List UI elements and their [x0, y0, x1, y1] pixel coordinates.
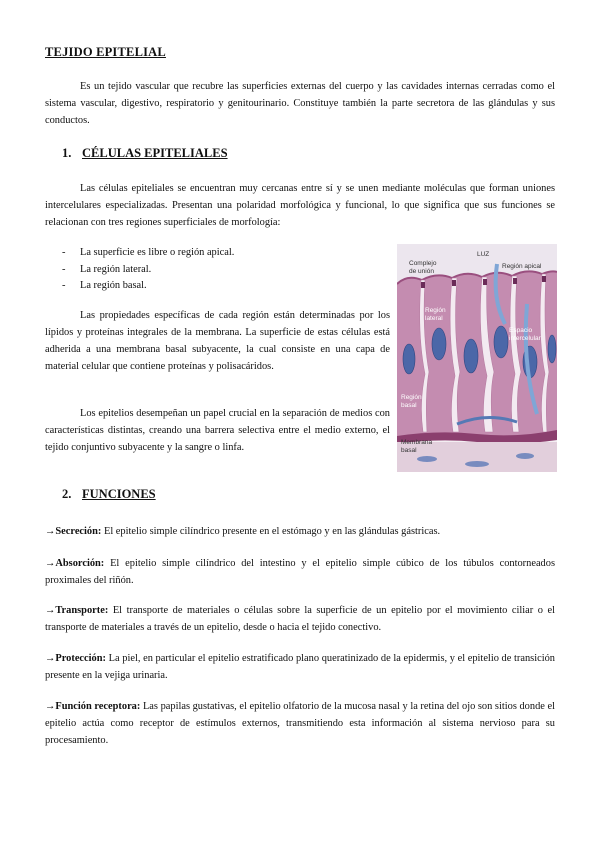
function-label: →Función receptora: [45, 701, 141, 712]
label-espacio-2: intercelular [509, 335, 541, 342]
section1-number: 1. [62, 146, 72, 160]
section2-heading-text: FUNCIONES [82, 487, 156, 501]
section2-number: 2. [62, 487, 72, 501]
function-item [45, 698, 555, 749]
section2-heading [62, 487, 156, 502]
label-lateral-2: lateral [425, 315, 443, 322]
label-membrana-2: basal [401, 447, 417, 454]
function-label: →Secreción: [45, 526, 102, 537]
function-text: El transporte de materiales o células sobre la superficie de un epitelio por el movimiento ciliar o el transporte de materiales a través de un epitelio, desde o hacia el tejido conectivo. [45, 605, 555, 633]
function-text: Las papilas gustativas, el epitelio olfatorio de la mucosa nasal y la retina del ojo son sitios donde el epitelio actúa como receptor de estímulos externos, transmitiendo esta información al sistema nervioso para su procesamiento. [45, 701, 555, 746]
function-item [45, 602, 555, 636]
function-item [45, 523, 555, 540]
label-membrana-1: Membrana [401, 439, 433, 446]
function-text: El epitelio simple cilíndrico presente en el estómago y en las glándulas gástricas. [101, 526, 441, 537]
label-apical: Región apical [502, 263, 542, 270]
section1-heading [62, 146, 228, 161]
function-item [45, 650, 555, 684]
document-title: TEJIDO EPITELIAL [45, 45, 166, 59]
section1-paragraph-3: Los epitelios desempeñan un papel crucial en la separación de medios con características distintas, creando una barrera selectiva entre el medio externo, el tejido conjuntivo subyacente y la sangre o linfa. [45, 408, 390, 453]
function-text: El epitelio simple cilíndrico del intestino y el epitelio simple cúbico de los túbulos contorneados proximales del riñón. [45, 558, 555, 586]
label-espacio-1: Espacio [509, 327, 533, 334]
list-item: - La región lateral. [60, 262, 234, 279]
function-label: →Transporte: [45, 605, 109, 616]
label-basal-2: basal [401, 402, 417, 409]
function-text: La piel, en particular el epitelio estratificado plano queratinizado de la epidermis, y el epitelio de transición presente en la vejiga urinaria. [45, 653, 555, 681]
function-label: →Absorción: [45, 558, 105, 569]
epithelial-cells-diagram [397, 244, 557, 472]
list-item: - La región basal. [60, 278, 234, 295]
intro-paragraph: Es un tejido vascular que recubre las superficies externas del cuerpo y las cavidades internas cerradas como el sistema vascular, digestivo, respiratorio y genitourinario. Constituye también la parte secretora de las glándulas y sus conductos. [45, 81, 555, 126]
label-basal-1: Región [401, 394, 422, 401]
section1-paragraph-2: Las propiedades específicas de cada región están determinadas por los lípidos y proteínas integrales de la membrana. La superficie de estas células está adherida a una membrana basal subyacente, la cual consiste en una capa de material celular que contiene proteínas y polisacáridos. [45, 310, 390, 372]
region-list [60, 245, 234, 295]
section1-heading-text: CÉLULAS EPITELIALES [82, 146, 228, 160]
label-complejo: Complejo [409, 260, 437, 267]
label-complejo-2: de unión [409, 268, 434, 275]
label-lateral-1: Región [425, 307, 446, 314]
label-luz: LUZ [477, 251, 490, 258]
section1-paragraph-1: Las células epiteliales se encuentran muy cercanas entre sí y se unen mediante moléculas que forman uniones intercelulares especializadas. Presentan una polaridad morfológica y funcional, lo que significa que sus funciones se relacionan con tres regiones superficiales de morfología: [45, 183, 555, 228]
function-item [45, 555, 555, 589]
function-label: →Protección: [45, 653, 106, 664]
list-item: - La superficie es libre o región apical. [60, 245, 234, 262]
